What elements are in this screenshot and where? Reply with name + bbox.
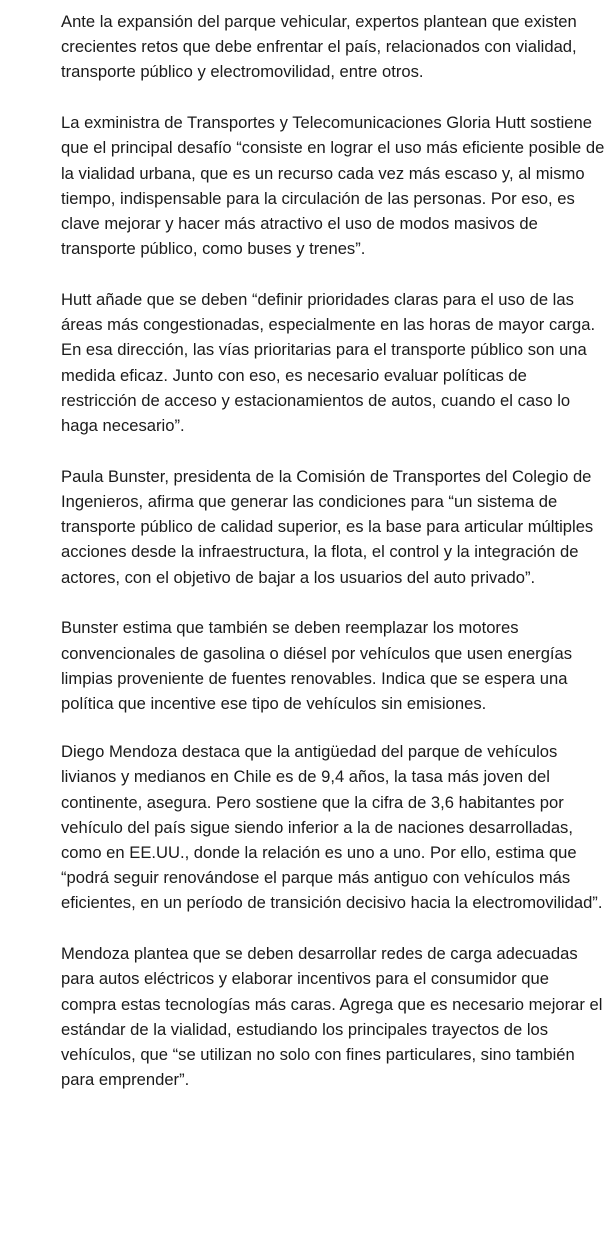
article-paragraph-hutt-priorities: Hutt añade que se deben “definir prioridades claras para el uso de las áreas más congestionadas, especialmente en las horas de mayor carga. En esa dirección, las vías prioritarias para el transporte público son una medida eficaz. Junto con eso, es necesario evaluar políticas de restricción de acceso y estacionamientos de autos, cuando el caso lo haga necesario”. [61, 290, 596, 436]
article-paragraph-bunster-engines: Bunster estima que también se deben reemplazar los motores convencionales de gasolina o diésel por vehículos que usen energías limpias proveniente de fuentes renovables. Indica que se espera una política que incentive ese tipo de vehículos sin emisiones. [61, 618, 573, 714]
article-paragraph-bunster-quote: Paula Bunster, presidenta de la Comisión de Transportes del Colegio de Ingenieros, afirma que generar las condiciones para “un sistema de transporte público de calidad superior, es la base para articular múltiples acciones desde la infraestructura, la flota, el control y la integración de actores, con el objetivo de bajar a los usuarios del auto privado”. [61, 466, 594, 587]
article-paragraph-hutt-quote: La exministra de Transportes y Telecomunicaciones Gloria Hutt sostiene que el principal desafío “consiste en lograr el uso más eficiente posible de la vialidad urbana, que es un recurso cada vez más escaso y, al mismo tiempo, indispensable para la circulación de las personas. Por eso, es clave mejorar y hacer más atractivo el uso de modos masivos de transporte público, como buses y trenes”. [61, 113, 605, 259]
article-paragraph-mendoza-charging: Mendoza plantea que se deben desarrollar redes de carga adecuadas para autos eléctricos y elaborar incentivos para el consumidor que compra estas tecnologías más caras. Agrega que es necesario mejorar el estándar de la vialidad, estudiando los principales trayectos de los vehículos, que “se utilizan no solo con fines particulares, sino también para emprender”. [61, 944, 603, 1090]
article-body [61, 9, 606, 1118]
article-paragraph-intro: Ante la expansión del parque vehicular, expertos plantean que existen crecientes retos que debe enfrentar el país, relacionados con vialidad, transporte público y electromovilidad, entre otros. [61, 12, 577, 82]
article-paragraph-mendoza-fleet: Diego Mendoza destaca que la antigüedad del parque de vehículos livianos y medianos en Chile es de 9,4 años, la tasa más joven del continente, asegura. Pero sostiene que la cifra de 3,6 habitantes por vehículo del país sigue siendo inferior a la de naciones desarrolladas, como en EE.UU., donde la relación es uno a uno. Por ello, estima que “podrá seguir renovándose el parque más antiguo con vehículos más eficientes, en un período de transición decisivo hacia la electromovilidad”. [61, 742, 603, 913]
